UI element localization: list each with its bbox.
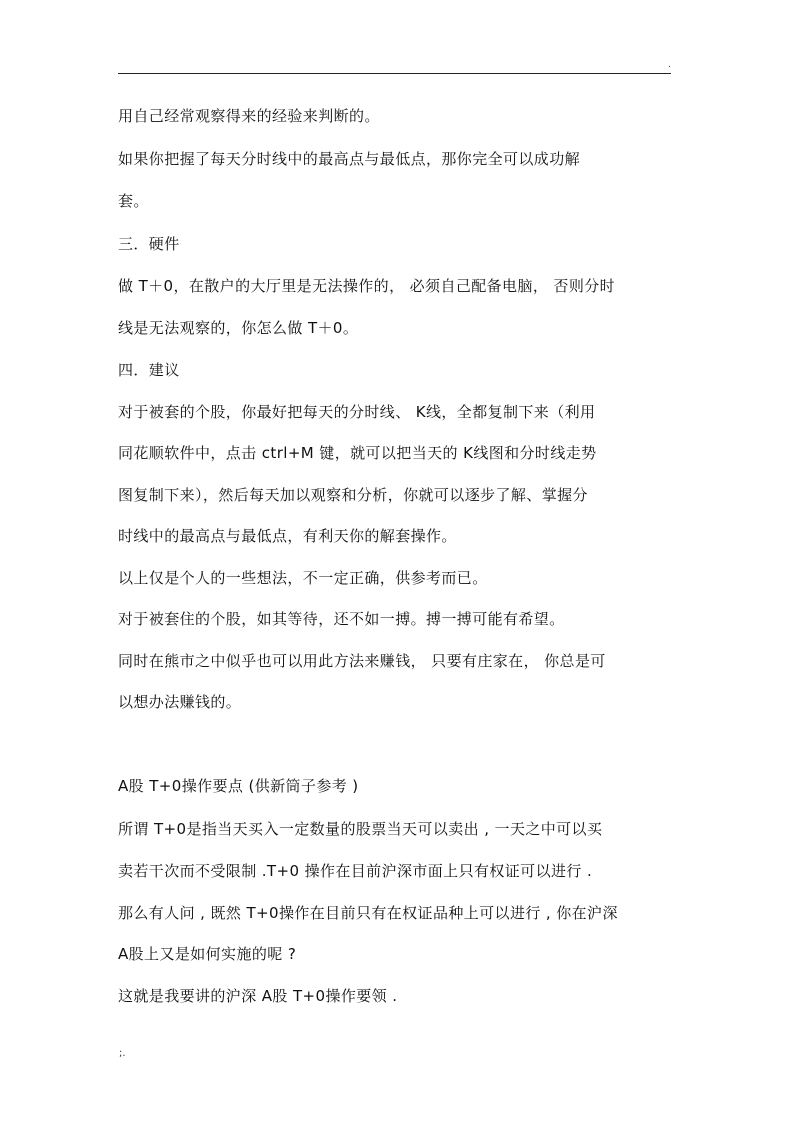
body-line: 同花顺软件中，点击 ctrl+M 键，就可以把当天的 K线图和分时线走势 [118,444,597,462]
body-line: 对于被套的个股，你最好把每天的分时线、 K线，全都复制下来（利用 [118,403,596,421]
body-line: 做 T＋0，在散户的大厅里是无法操作的， 必须自己配备电脑， 否则分时 [118,277,616,295]
body-line: 用自己经常观察得来的经验来判断的。 [118,107,380,125]
footer-mark: ;. [119,1048,126,1059]
body-line: 所谓 T+0是指当天买入一定数量的股票当天可以卖出 , 一天之中可以买 [118,820,603,838]
body-line: 如果你把握了每天分时线中的最高点与最低点，那你完全可以成功解 [118,150,581,168]
body-line: 这就是我要讲的沪深 A股 T+0操作要领 . [118,987,398,1005]
section-heading: 四．建议 [118,361,180,379]
body-line: A股上又是如何实施的呢 ? [118,945,297,963]
body-line: 以想办法赚钱的。 [118,693,242,711]
body-line: 同时在熊市之中似乎也可以用此方法来赚钱， 只要有庄家在， 你总是可 [118,652,606,670]
body-line: 线是无法观察的，你怎么做 T＋0。 [118,319,359,337]
header-rule [118,73,671,74]
section-heading: 三．硬件 [118,235,180,253]
body-line: 卖若干次而不受限制 .T+0 操作在目前沪深市面上只有权证可以进行 . [118,862,593,880]
body-line: 对于被套住的个股，如其等待，还不如一搏。搏一搏可能有希望。 [118,610,565,628]
body-line: 套。 [118,192,149,210]
body-line: 那么有人问 , 既然 T+0操作在目前只有在权证品种上可以进行 , 你在沪深 [118,904,618,922]
header-mark: . [668,60,671,70]
body-line: 以上仅是个人的一些想法，不一定正确，供参考而已。 [118,569,488,587]
section-title: A股 T+0操作要点 (供新筒子参考 ) [118,777,359,795]
body-line: 图复制下来），然后每天加以观察和分析，你就可以逐步了解、掌握分 [118,486,588,504]
body-line: 时线中的最高点与最低点，有利天你的解套操作。 [118,527,457,545]
